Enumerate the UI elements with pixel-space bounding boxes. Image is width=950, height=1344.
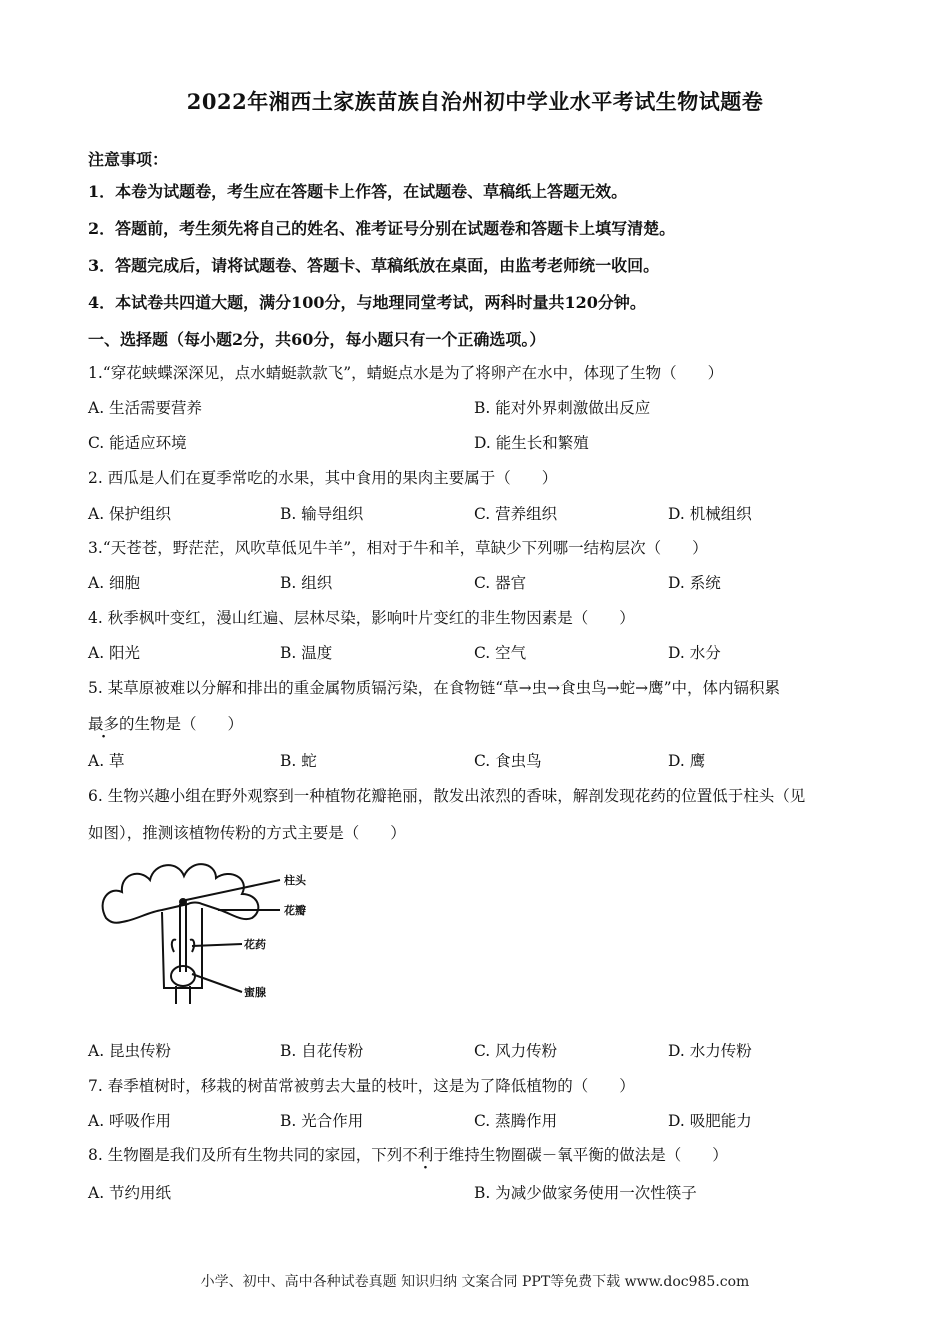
option: B. 输导组织 [280, 505, 364, 523]
option: D. 能生长和繁殖 [474, 434, 589, 452]
option: A. 阳光 [88, 644, 141, 662]
option: D. 水力传粉 [668, 1042, 752, 1060]
option: C. 营养组织 [474, 505, 558, 523]
option: D. 鹰 [668, 752, 706, 770]
figure-label-stigma: 柱头 [284, 874, 306, 887]
option: A. 细胞 [88, 574, 141, 592]
option: A. 呼吸作用 [88, 1112, 172, 1130]
option: C. 蒸腾作用 [474, 1112, 558, 1130]
question-stem: 6. 生物兴趣小组在野外观察到一种植物花瓣艳丽，散发出浓烈的香味，解剖发现花药的位置低于柱头（见 [88, 787, 806, 805]
question-stem: 1.“穿花蛱蝶深深见，点水蜻蜓款款飞”，蜻蜓点水是为了将卵产在水中，体现了生物（ ） [88, 364, 724, 382]
option: C. 器官 [474, 574, 527, 592]
option: B. 蛇 [280, 752, 317, 770]
section-heading: 一、选择题（每小题2分，共60分，每小题只有一个正确选项。） [88, 330, 546, 349]
question-stem-continued: 如图），推测该植物传粉的方式主要是（ ） [88, 824, 406, 842]
notice-item: 1．本卷为试题卷，考生应在答题卡上作答，在试题卷、草稿纸上答题无效。 [88, 182, 628, 201]
page-title: 2022年湘西土家族苗族自治州初中学业水平考试生物试题卷 [186, 89, 764, 114]
question-stem: 2. 西瓜是人们在夏季常吃的水果，其中食用的果肉主要属于（ ） [88, 469, 558, 487]
option: B. 光合作用 [280, 1112, 364, 1130]
question-stem: 3.“天苍苍，野茫茫，风吹草低见牛羊”，相对于牛和羊，草缺少下列哪一结构层次（ ） [88, 539, 708, 557]
question-stem [88, 1143, 728, 1165]
option: C. 能适应环境 [88, 434, 187, 452]
emphasized-text: 最多 [88, 715, 120, 733]
notice-item: 4．本试卷共四道大题，满分100分，与地理同堂考试，两科时量共120分钟。 [88, 293, 646, 312]
notice-item: 2．答题前，考生须先将自己的姓名、准考证号分别在试题卷和答题卡上填写清楚。 [88, 219, 676, 238]
question-stem: 4. 秋季枫叶变红，漫山红遍、层林尽染，影响叶片变红的非生物因素是（ ） [88, 609, 635, 627]
option: C. 风力传粉 [474, 1042, 558, 1060]
option: A. 昆虫传粉 [88, 1042, 172, 1060]
stem-text: 8. 生物圈是我们及所有生物共同的家园，下列 [88, 1146, 403, 1164]
option: A. 草 [88, 752, 125, 770]
page-footer: 小学、初中、高中各种试卷真题 知识归纳 文案合同 PPT等免费下载 www.doc985.com [200, 1274, 750, 1290]
option: C. 空气 [474, 644, 527, 662]
question-stem: 7. 春季植树时，移栽的树苗常被剪去大量的枝叶，这是为了降低植物的（ ） [88, 1077, 635, 1095]
option: A. 保护组织 [88, 505, 172, 523]
notice-item: 3．答题完成后，请将试题卷、答题卡、草稿纸放在桌面，由监考老师统一收回。 [88, 256, 660, 275]
question-stem-continued [88, 712, 243, 734]
option: A. 生活需要营养 [88, 399, 203, 417]
option: D. 机械组织 [668, 505, 752, 523]
option: B. 组织 [280, 574, 333, 592]
stem-text: 的生物是（ ） [119, 715, 244, 733]
option: D. 系统 [668, 574, 721, 592]
option: D. 水分 [668, 644, 721, 662]
option: D. 吸肥能力 [668, 1112, 752, 1130]
option: A. 节约用纸 [88, 1184, 172, 1202]
question-stem: 5. 某草原被难以分解和排出的重金属物质镉污染，在食物链“草→虫→食虫鸟→蛇→鹰”中，体内镉积累 [88, 679, 781, 697]
option: B. 自花传粉 [280, 1042, 364, 1060]
stem-text: 维持生物圈碳－氧平衡的做法是（ ） [448, 1146, 728, 1164]
figure-label-anther: 花药 [244, 938, 266, 951]
option: B. 为减少做家务使用一次性筷子 [474, 1184, 697, 1202]
option: B. 能对外界刺激做出反应 [474, 399, 651, 417]
figure-label-petal: 花瓣 [284, 904, 306, 917]
flower-diagram [92, 848, 332, 1008]
option: B. 温度 [280, 644, 333, 662]
figure-label-nectary: 蜜腺 [244, 986, 266, 999]
option: C. 食虫鸟 [474, 752, 542, 770]
emphasized-text: 不利于 [402, 1146, 449, 1164]
notice-heading: 注意事项： [88, 150, 169, 169]
